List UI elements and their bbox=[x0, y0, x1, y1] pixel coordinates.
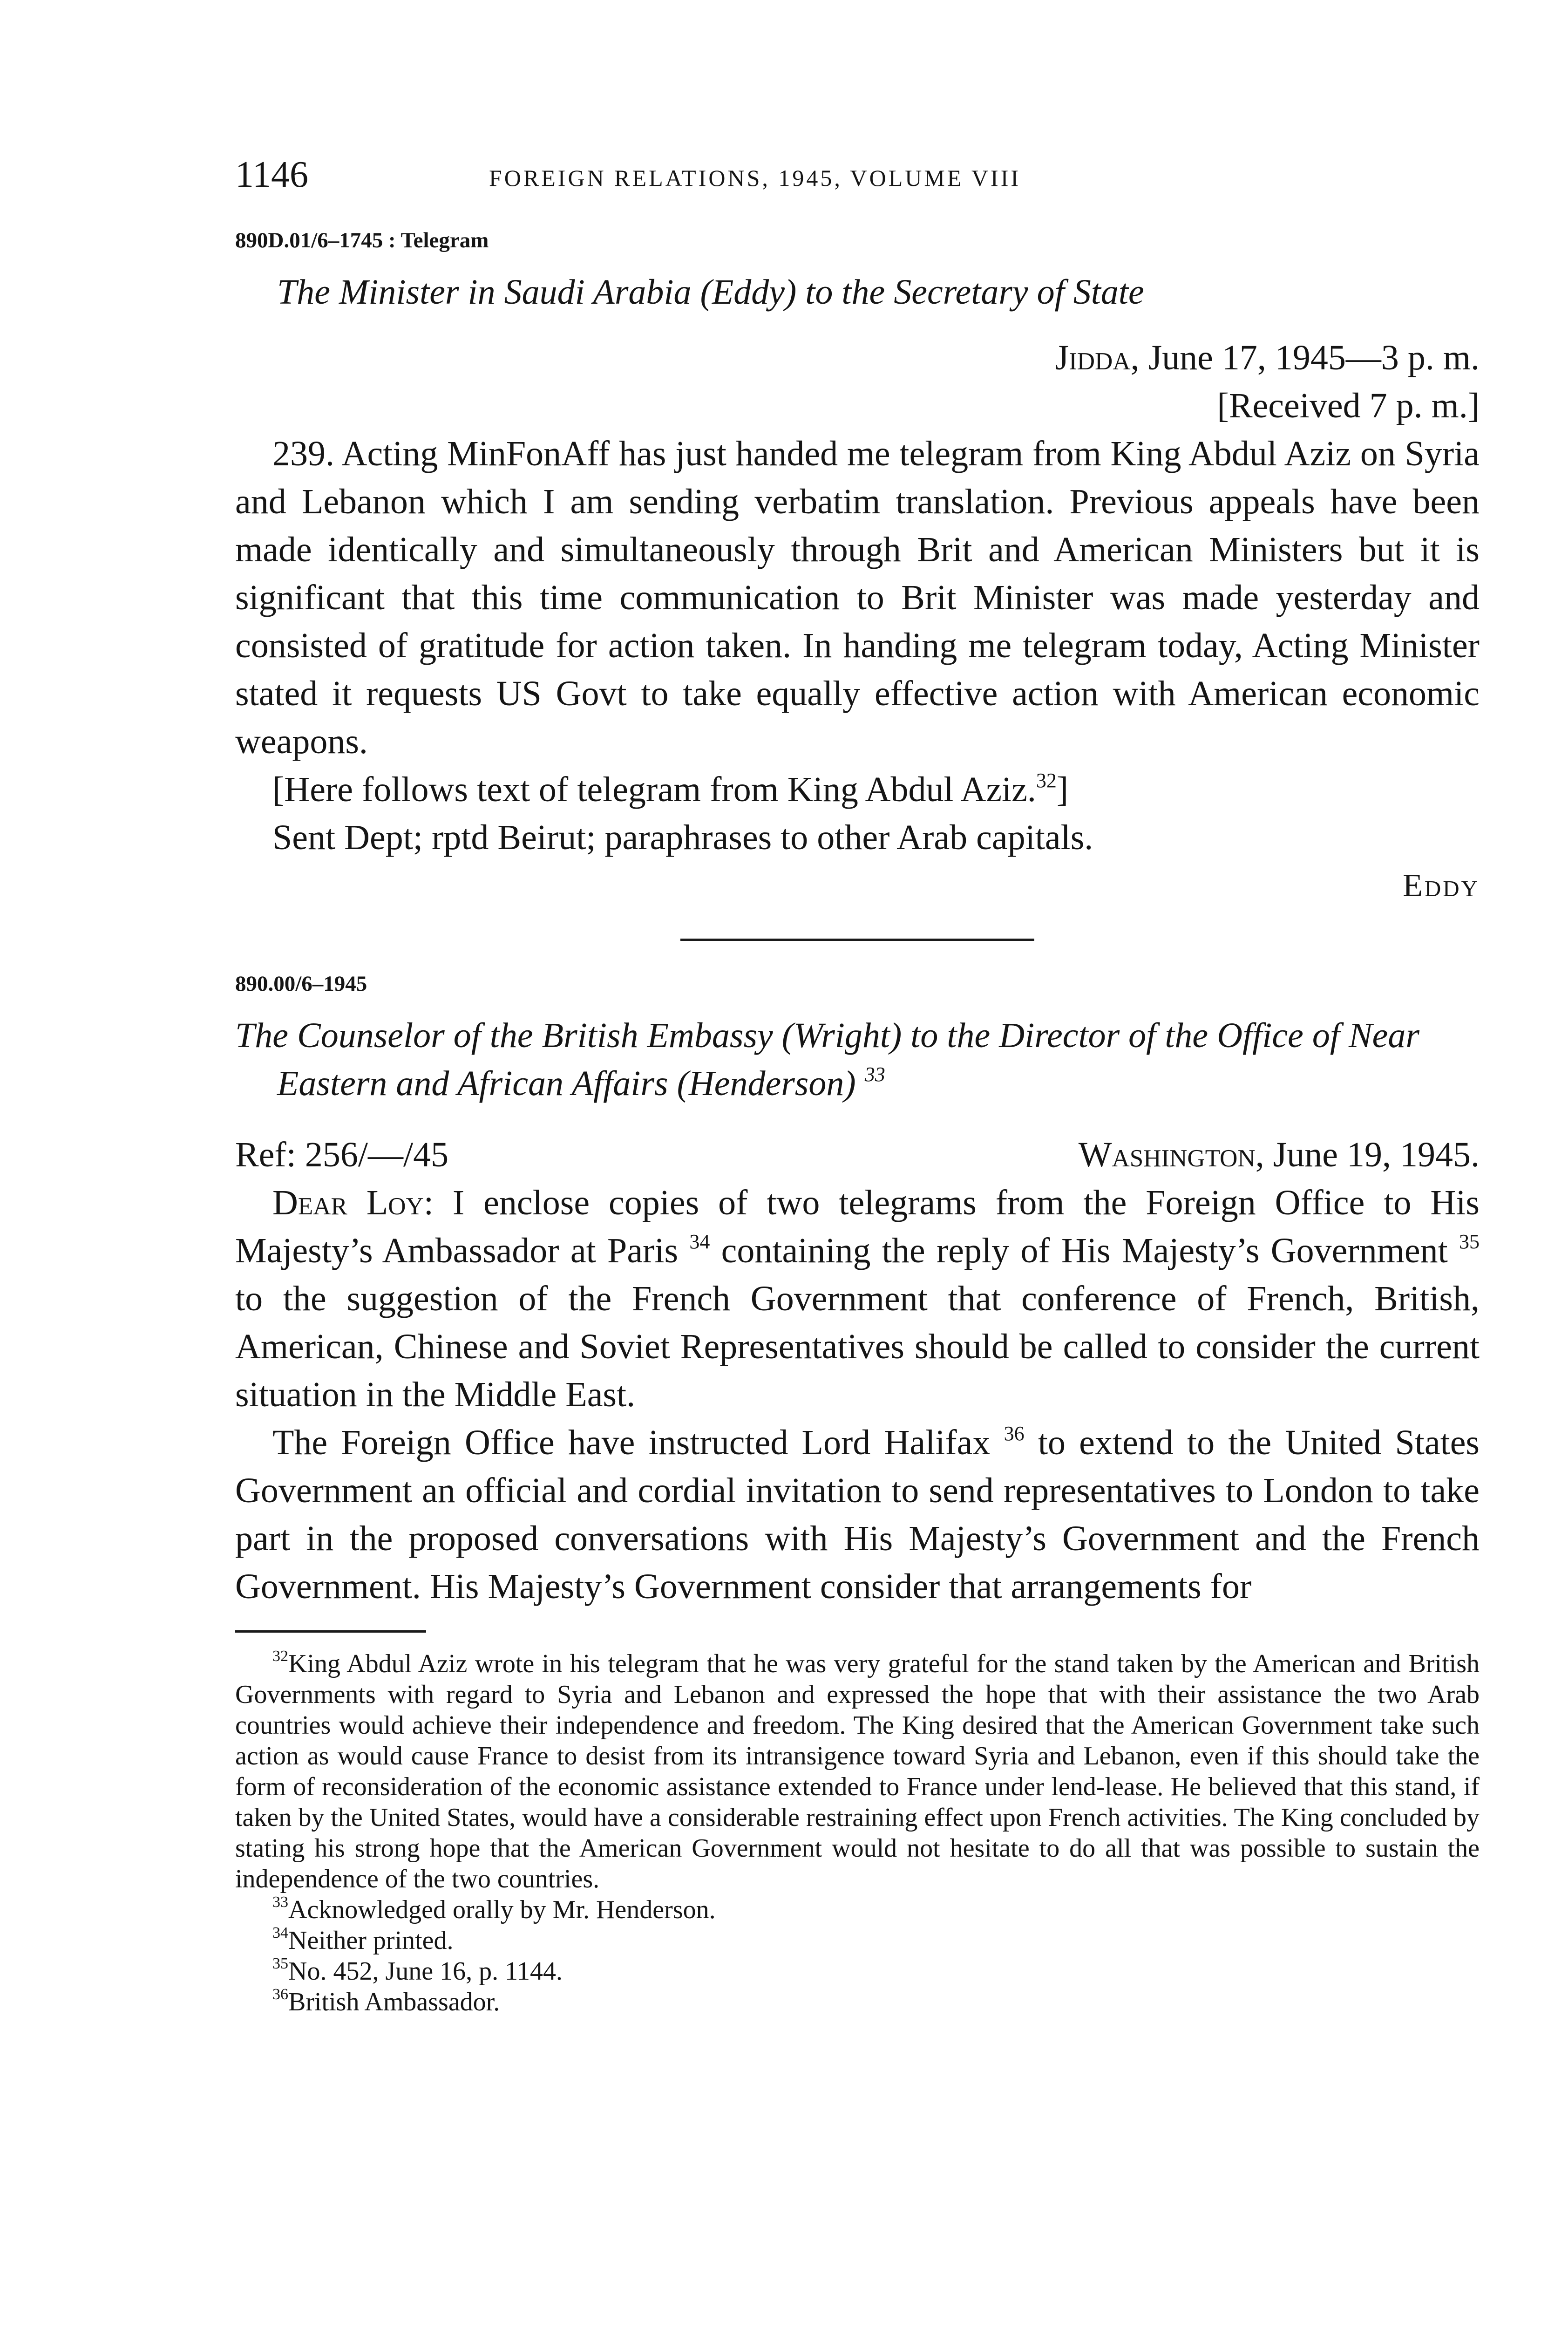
footnote-rule bbox=[235, 1630, 426, 1633]
editorial-note: [Here follows text of telegram from King Abdul Aziz. bbox=[272, 770, 1036, 809]
document-page bbox=[235, 154, 1480, 2017]
footnote-mark: 34 bbox=[272, 1924, 288, 1941]
telegram-paragraph-2 bbox=[235, 766, 1480, 814]
telegram-paragraph-1: 239. Acting MinFonAff has just handed me telegram from King Abdul Aziz on Syria and Lebanon which I am sending verbatim translation. Previous appeals have been made identically and simultaneously through Brit and American Ministers but it is significant that this time communication to Brit Minister was made yesterday and consisted of gratitude for action taken. In handing me telegram today, Acting Minister stated it requests US Govt to take equally effective action with American economic weapons. bbox=[235, 434, 1480, 761]
paragraph-text: : I enclose copies of two telegrams from the Foreign Office to His Majesty’s Ambassador at Paris bbox=[235, 1183, 1480, 1270]
footnote-mark: 32 bbox=[272, 1648, 288, 1665]
footnote-36 bbox=[235, 1987, 1480, 2017]
file-number-1: 890D.01/6–1745 : Telegram bbox=[235, 228, 489, 252]
footnote-35 bbox=[235, 1956, 1480, 1987]
dateline-date-2: , June 19, 1945. bbox=[1255, 1135, 1480, 1174]
dateline-place: Jidda bbox=[1055, 338, 1131, 377]
footnote-text: King Abdul Aziz wrote in his telegram that he was very grateful for the stand taken by the American and British Governments with regard to Syria and Lebanon and expressed the hope that with their assistance the two Arab countries would achieve their independence and freedom. The King desired that the American Government take such action as would cause France to desist from its intransigence toward Syria and Lebanon, even if this should take the form of reconsideration of the economic assistance extended to France under lend-lease. He believed that this stand, if taken by the United States, would have a considerable restraining effect upon French activities. The King concluded by stating his strong hope that the American Government would not hesitate to do all that was possible to sustain the independence of the two countries. bbox=[235, 1649, 1480, 1893]
footnote-text: Neither printed. bbox=[288, 1926, 454, 1955]
footnote-mark: 33 bbox=[272, 1893, 288, 1911]
footnote-mark: 35 bbox=[272, 1955, 288, 1972]
footnote-ref-33[interactable]: 33 bbox=[864, 1063, 885, 1086]
footnote-text: No. 452, June 16, p. 1144. bbox=[288, 1957, 563, 1986]
section-divider bbox=[680, 939, 1034, 941]
footnote-ref-35[interactable]: 35 bbox=[1459, 1230, 1480, 1253]
footnote-mark: 36 bbox=[272, 1986, 288, 2003]
heading-line-a: The Counselor of the British Embassy (Wright) to the Director of bbox=[235, 1016, 1156, 1055]
document-heading-2 bbox=[235, 1012, 1480, 1108]
salutation: Dear Loy bbox=[272, 1183, 424, 1222]
editorial-note-close: ] bbox=[1056, 770, 1069, 809]
letter-paragraph-1 bbox=[235, 1179, 1480, 1419]
footnote-32 bbox=[235, 1648, 1480, 1894]
footnote-ref-34[interactable]: 34 bbox=[689, 1230, 710, 1253]
reference-line bbox=[235, 1131, 1480, 1179]
paragraph-text: The Foreign Office have instructed Lord Halifax bbox=[272, 1423, 1004, 1462]
footnote-text: British Ambassador. bbox=[288, 1988, 500, 2016]
signature-eddy: Eddy bbox=[1403, 868, 1480, 904]
footnote-ref-36[interactable]: 36 bbox=[1004, 1422, 1025, 1445]
footnote-ref-32[interactable]: 32 bbox=[1036, 769, 1057, 792]
file-number-2: 890.00/6–1945 bbox=[235, 972, 367, 996]
running-title: FOREIGN RELATIONS, 1945, VOLUME VIII bbox=[489, 165, 1021, 191]
dateline-2 bbox=[1079, 1131, 1480, 1179]
footnote-text: Acknowledged orally by Mr. Henderson. bbox=[288, 1895, 716, 1924]
running-head bbox=[235, 154, 1480, 210]
received-line: [Received 7 p. m.] bbox=[1217, 386, 1480, 425]
heading-line-b: the Office of Near Eastern and African Affairs (Henderson) bbox=[277, 1016, 1419, 1103]
dateline-place-2: Washington bbox=[1078, 1135, 1256, 1174]
dateline-date: , June 17, 1945—3 p. m. bbox=[1130, 338, 1480, 377]
paragraph-text: containing the reply of His Majesty’s Government bbox=[710, 1231, 1459, 1270]
footnotes bbox=[235, 1648, 1480, 2017]
reference-number: Ref: 256/—/45 bbox=[235, 1135, 449, 1174]
footnote-33 bbox=[235, 1894, 1480, 1925]
letter-paragraph-2 bbox=[235, 1419, 1480, 1611]
telegram-paragraph-3: Sent Dept; rptd Beirut; paraphrases to other Arab capitals. bbox=[272, 818, 1093, 857]
footnote-34 bbox=[235, 1925, 1480, 1956]
dateline-1 bbox=[235, 334, 1480, 382]
paragraph-text: to the suggestion of the French Government that conference of French, British, American, Chinese and Soviet Representatives should be called to consider the current situation in the Middle East. bbox=[235, 1279, 1480, 1414]
page-number: 1146 bbox=[235, 154, 309, 195]
document-heading-1: The Minister in Saudi Arabia (Eddy) to the Secretary of State bbox=[277, 272, 1144, 312]
paragraph-text: to extend to the United States Government an official and cordial invitation to send representatives to London to take part in the proposed conversations with His Majesty’s Government and the French Government. His Majesty’s Government consider that arrangements for bbox=[235, 1423, 1480, 1606]
